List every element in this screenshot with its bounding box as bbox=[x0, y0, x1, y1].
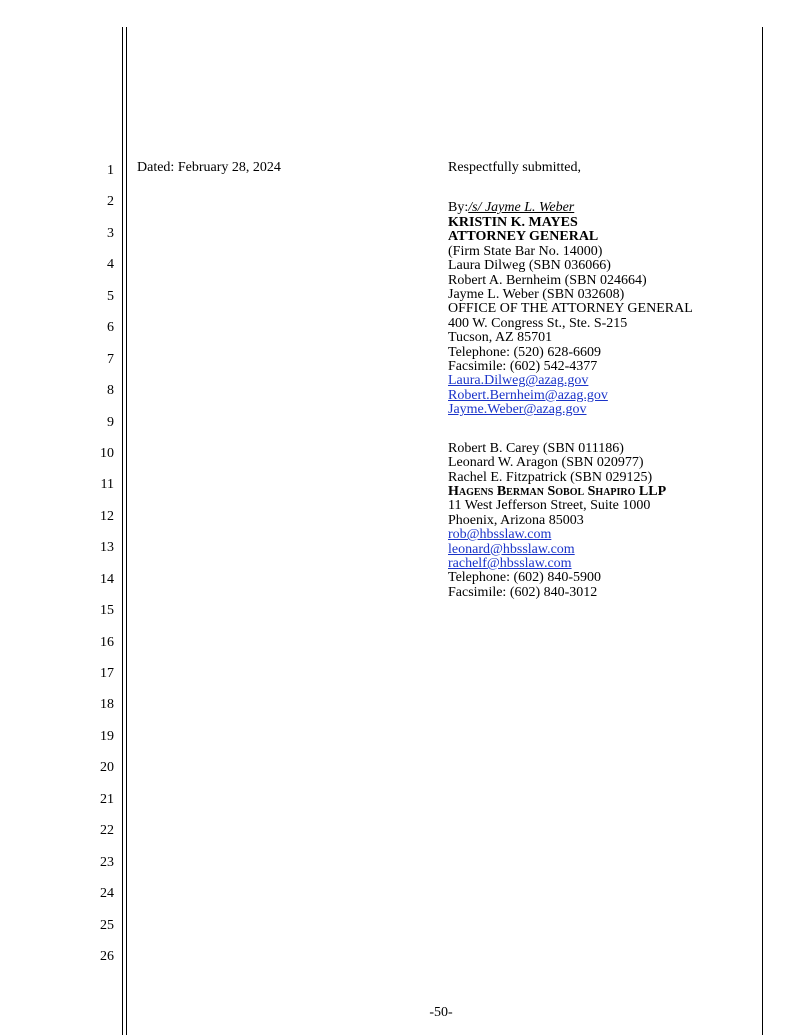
firm-facsimile: Facsimile: (602) 840-3012 bbox=[448, 584, 598, 600]
line-number: 1 bbox=[107, 163, 114, 178]
signature-block bbox=[448, 159, 758, 600]
email-link[interactable]: Laura.Dilweg@azag.gov bbox=[448, 373, 589, 389]
attorney-general-name: KRISTIN K. MAYES bbox=[448, 215, 578, 230]
attorney-entry: Robert A. Bernheim (SBN 024664) bbox=[448, 272, 647, 288]
left-margin-rule-inner bbox=[126, 27, 127, 1035]
right-margin-rule bbox=[762, 27, 763, 1035]
line-number: 7 bbox=[107, 351, 114, 367]
attorney-entry: Rachel E. Fitzpatrick (SBN 029125) bbox=[448, 469, 653, 485]
email-link[interactable]: Jayme.Weber@azag.gov bbox=[448, 402, 587, 418]
firm-bar-number: (Firm State Bar No. 14000) bbox=[448, 243, 603, 259]
dated-line: Dated: February 28, 2024 bbox=[137, 160, 281, 175]
email-link[interactable]: rob@hbsslaw.com bbox=[448, 527, 552, 543]
attorney-general-title: ATTORNEY GENERAL bbox=[448, 229, 599, 245]
line-number: 15 bbox=[100, 603, 114, 619]
office-address-city: Tucson, AZ 85701 bbox=[448, 330, 553, 346]
line-number: 22 bbox=[100, 823, 114, 839]
office-telephone: Telephone: (520) 628-6609 bbox=[448, 344, 601, 360]
page-number: -50- bbox=[429, 1005, 453, 1020]
line-number: 18 bbox=[100, 697, 114, 713]
line-number: 6 bbox=[107, 320, 114, 336]
line-number: 2 bbox=[107, 194, 114, 210]
firm-telephone: Telephone: (602) 840-5900 bbox=[448, 570, 601, 586]
line-number: 26 bbox=[100, 948, 114, 964]
email-link[interactable]: Robert.Bernheim@azag.gov bbox=[448, 387, 608, 403]
email-link[interactable]: rachelf@hbsslaw.com bbox=[448, 555, 572, 571]
line-number: 20 bbox=[100, 760, 114, 776]
e-signature: /s/ Jayme L. Weber bbox=[468, 200, 575, 215]
attorney-entry: Laura Dilweg (SBN 036066) bbox=[448, 258, 611, 274]
line-number: 16 bbox=[100, 634, 114, 650]
line-number: 8 bbox=[107, 383, 114, 399]
office-address-street: 400 W. Congress St., Ste. S-215 bbox=[448, 315, 628, 331]
line-number: 12 bbox=[100, 508, 114, 524]
office-facsimile: Facsimile: (602) 542-4377 bbox=[448, 359, 598, 375]
closing: Respectfully submitted, bbox=[448, 160, 581, 175]
line-number: 21 bbox=[100, 791, 114, 807]
firm-name: Hagens Berman Sobol Shapiro LLP bbox=[448, 483, 667, 499]
line-number: 3 bbox=[107, 225, 114, 241]
firm-address-city: Phoenix, Arizona 85003 bbox=[448, 512, 584, 528]
line-number: 14 bbox=[100, 571, 114, 587]
attorney-entry: Leonard W. Aragon (SBN 020977) bbox=[448, 455, 644, 471]
firm-address-street: 11 West Jefferson Street, Suite 1000 bbox=[448, 498, 651, 514]
line-number: 25 bbox=[100, 917, 114, 933]
line-number: 9 bbox=[107, 414, 114, 430]
spacer bbox=[448, 418, 758, 442]
line-number: 24 bbox=[100, 886, 114, 902]
attorney-entry: Jayme L. Weber (SBN 032608) bbox=[448, 287, 625, 303]
left-margin-rule bbox=[122, 27, 123, 1035]
line-number: 19 bbox=[100, 728, 114, 744]
line-number: 11 bbox=[100, 477, 114, 493]
line-number: 4 bbox=[107, 257, 114, 273]
by-prefix: By: bbox=[448, 200, 469, 215]
line-numbers bbox=[86, 163, 114, 980]
attorney-entry: Robert B. Carey (SBN 011186) bbox=[448, 440, 624, 456]
line-number: 5 bbox=[107, 288, 114, 304]
office-name: OFFICE OF THE ATTORNEY GENERAL bbox=[448, 301, 693, 317]
line-number: 23 bbox=[100, 854, 114, 870]
signature-line bbox=[448, 200, 758, 216]
line-number: 10 bbox=[100, 445, 114, 461]
line-number: 13 bbox=[100, 540, 114, 556]
line-number: 17 bbox=[100, 666, 114, 681]
email-link[interactable]: leonard@hbsslaw.com bbox=[448, 541, 575, 557]
